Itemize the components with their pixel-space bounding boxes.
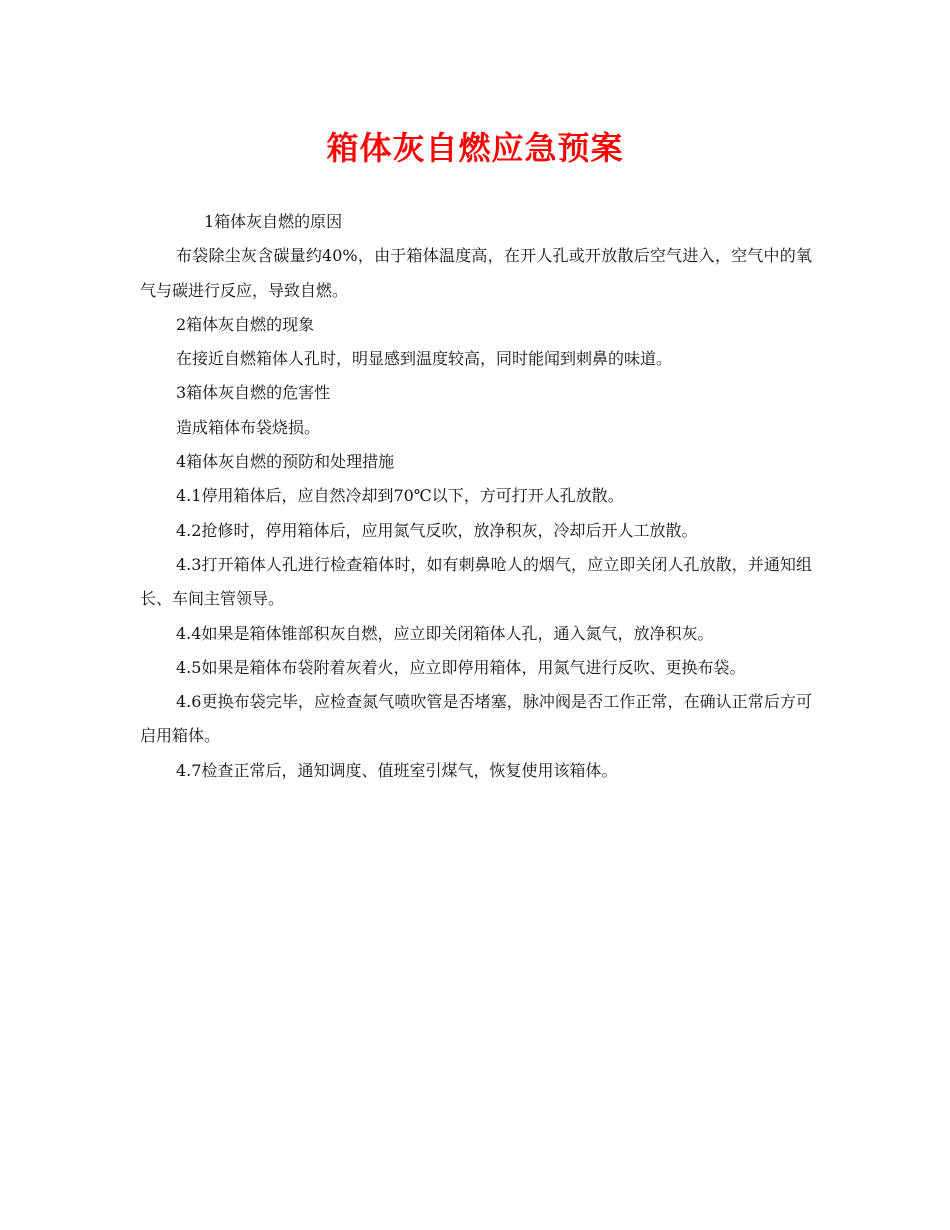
section-heading-3: 3箱体灰自燃的危害性 — [176, 383, 331, 403]
section-heading-2: 2箱体灰自燃的现象 — [176, 314, 315, 334]
section-heading-1: 1箱体灰自燃的原因 — [204, 212, 343, 231]
paragraph-phenomenon: 在接近自燃箱体人孔时，明显感到温度较高，同时能闻到刺鼻的味道。 — [176, 349, 673, 369]
paragraph-cause: 布袋除尘灰含碳量约40%，由于箱体温度高，在开人孔或开放散后空气进入，空气中的氧气与碳进行反应，导致自燃。 — [140, 246, 812, 300]
section-heading-4: 4箱体灰自燃的预防和处理措施 — [176, 452, 395, 472]
measure-4-5: 4.5如果是箱体布袋附着灰着火，应立即停用箱体，用氮气进行反吹、更换布袋。 — [176, 657, 746, 677]
paragraph-hazard: 造成箱体布袋烧损。 — [176, 417, 321, 437]
measure-4-7: 4.7检查正常后，通知调度、值班室引煤气，恢复使用该箱体。 — [176, 760, 618, 780]
measure-4-6: 4.6更换布袋完毕，应检查氮气喷吹管是否堵塞，脉冲阀是否工作正常，在确认正常后方可启用箱体。 — [140, 692, 812, 746]
measure-4-4: 4.4如果是箱体锥部积灰自燃，应立即关闭箱体人孔，通入氮气，放净积灰。 — [176, 623, 714, 643]
measure-4-2: 4.2抢修时，停用箱体后，应用氮气反吹，放净积灰，冷却后开人工放散。 — [176, 520, 698, 540]
document-body — [140, 205, 812, 788]
measure-4-3: 4.3打开箱体人孔进行检查箱体时，如有刺鼻呛人的烟气，应立即关闭人孔放散，并通知组长、车间主管领导。 — [140, 554, 812, 609]
document-title: 箱体灰自燃应急预案 — [326, 129, 624, 167]
measure-4-1: 4.1停用箱体后，应自然冷却到70℃以下，方可打开人孔放散。 — [176, 486, 624, 506]
